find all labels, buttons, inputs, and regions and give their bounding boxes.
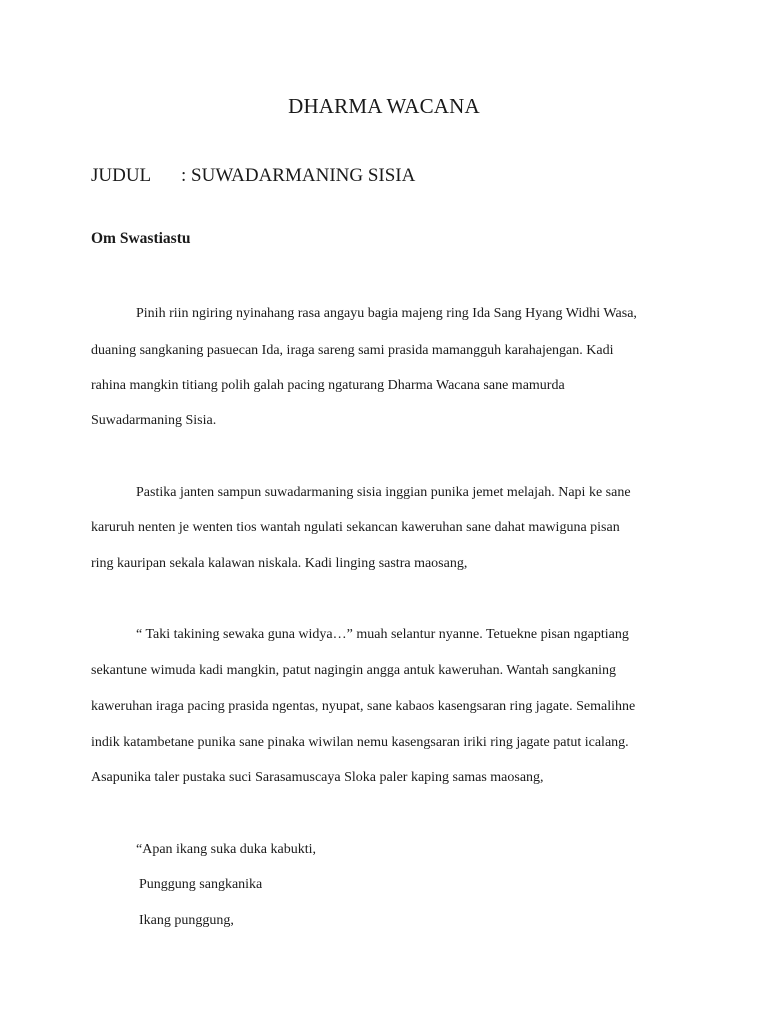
verse-line: Punggung sangkanika	[139, 877, 263, 892]
paragraph-line: Suwadarmaning Sisia.	[91, 413, 217, 428]
paragraph-line: “ Taki takining sewaka guna widya…” muah selantur nyanne. Tetuekne pisan ngaptiang	[136, 627, 629, 642]
verse-line: Ikang punggung,	[139, 913, 234, 928]
subject-label: JUDUL	[91, 165, 152, 186]
subject-line	[91, 165, 415, 187]
paragraph-line: duaning sangkaning pasuecan Ida, iraga sareng sami prasida mamangguh karahajengan. Kadi	[91, 343, 614, 358]
paragraph-line: indik katambetane punika sane pinaka wiwilan nemu kasengsaran iriki ring jagate patut icalang.	[91, 735, 629, 750]
document-title: DHARMA WACANA	[288, 94, 480, 118]
paragraph-line: sekantune wimuda kadi mangkin, patut nagingin angga antuk kaweruhan. Wantah sangkaning	[91, 663, 617, 678]
paragraph-line: Pastika janten sampun suwadarmaning sisia inggian punika jemet melajah. Napi ke sane	[136, 485, 631, 500]
paragraph-line: ring kauripan sekala kalawan niskala. Kadi linging sastra maosang,	[91, 556, 468, 571]
subject-value: : SUWADARMANING SISIA	[181, 165, 416, 186]
paragraph-line: Pinih riin ngiring nyinahang rasa angayu bagia majeng ring Ida Sang Hyang Widhi Wasa,	[136, 306, 637, 321]
paragraph-line: kaweruhan iraga pacing prasida ngentas, nyupat, sane kabaos kasengsaran ring jagate. Semalihne	[91, 699, 636, 714]
paragraph-line: rahina mangkin titiang polih galah pacing ngaturang Dharma Wacana sane mamurda	[91, 378, 565, 393]
paragraph-line: Asapunika taler pustaka suci Sarasamuscaya Sloka paler kaping samas maosang,	[91, 770, 544, 785]
paragraph-line: karuruh nenten je wenten tios wantah ngulati sekancan kaweruhan sane dahat mawiguna pisan	[91, 520, 620, 535]
verse-line: “Apan ikang suka duka kabukti,	[136, 842, 317, 857]
greeting: Om Swastiastu	[91, 230, 191, 247]
